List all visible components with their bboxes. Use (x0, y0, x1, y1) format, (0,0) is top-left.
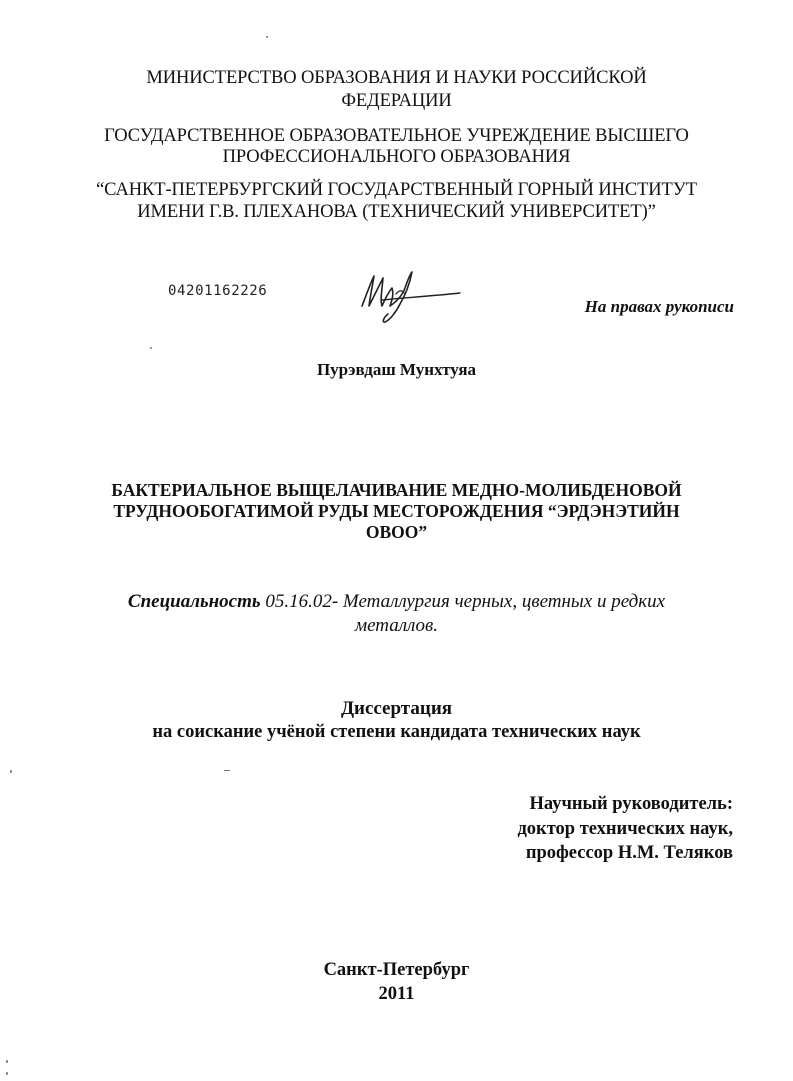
institution-type-line-1: ГОСУДАРСТВЕННОЕ ОБРАЗОВАТЕЛЬНОЕ УЧРЕЖДЕНИЕ ВЫСШЕГО (104, 126, 689, 146)
dissertation-title-line-1: БАКТЕРИАЛЬНОЕ ВЫЩЕЛАЧИВАНИЕ МЕДНО-МОЛИБДЕНОВОЙ (111, 480, 682, 500)
specialty-continuation: металлов. (354, 615, 439, 636)
scan-speck (224, 770, 230, 771)
advisor-label: Научный руководитель: (529, 794, 733, 814)
handwritten-signature (352, 266, 470, 328)
advisor-degree: доктор технических наук, (517, 819, 733, 839)
institute-line-1: “САНКТ-ПЕТЕРБУРГСКИЙ ГОСУДАРСТВЕННЫЙ ГОРНЫЙ ИНСТИТУТ (96, 180, 697, 200)
rights-note: На правах рукописи (584, 297, 734, 316)
city: Санкт-Петербург (323, 960, 470, 980)
scan-speck (266, 36, 268, 38)
scan-speck (6, 1072, 8, 1075)
specialty-line (0, 590, 793, 614)
ministry-line-1: МИНИСТЕРСТВО ОБРАЗОВАНИЯ И НАУКИ РОССИЙСКОЙ (146, 68, 647, 88)
institute-line-2: ИМЕНИ Г.В. ПЛЕХАНОВА (ТЕХНИЧЕСКИЙ УНИВЕРСИТЕТ)” (137, 202, 656, 222)
author-name: Пурэвдаш Мунхтуяа (316, 360, 477, 379)
dissertation-title-line-3: ОВОО” (365, 522, 428, 542)
institution-type-line-2: ПРОФЕССИОНАЛЬНОГО ОБРАЗОВАНИЯ (222, 147, 571, 167)
scan-speck (10, 770, 12, 773)
year: 2011 (378, 984, 415, 1004)
specialty-label: Специальность (127, 591, 261, 612)
dissertation-title-line-2: ТРУДНООБОГАТИМОЙ РУДЫ МЕСТОРОЖДЕНИЯ “ЭРДЭНЭТИЙН (113, 501, 680, 521)
registration-number: 04201162226 (168, 283, 268, 299)
advisor-name: профессор Н.М. Теляков (525, 843, 733, 863)
scan-speck (150, 347, 152, 349)
dissertation-heading: Диссертация (340, 698, 453, 719)
ministry-line-2: ФЕДЕРАЦИИ (341, 91, 452, 111)
dissertation-degree: на соискание учёной степени кандидата технических наук (152, 722, 641, 742)
scan-speck (6, 1060, 8, 1063)
specialty-code-and-name: 05.16.02- Металлургия черных, цветных и редких (265, 591, 666, 612)
